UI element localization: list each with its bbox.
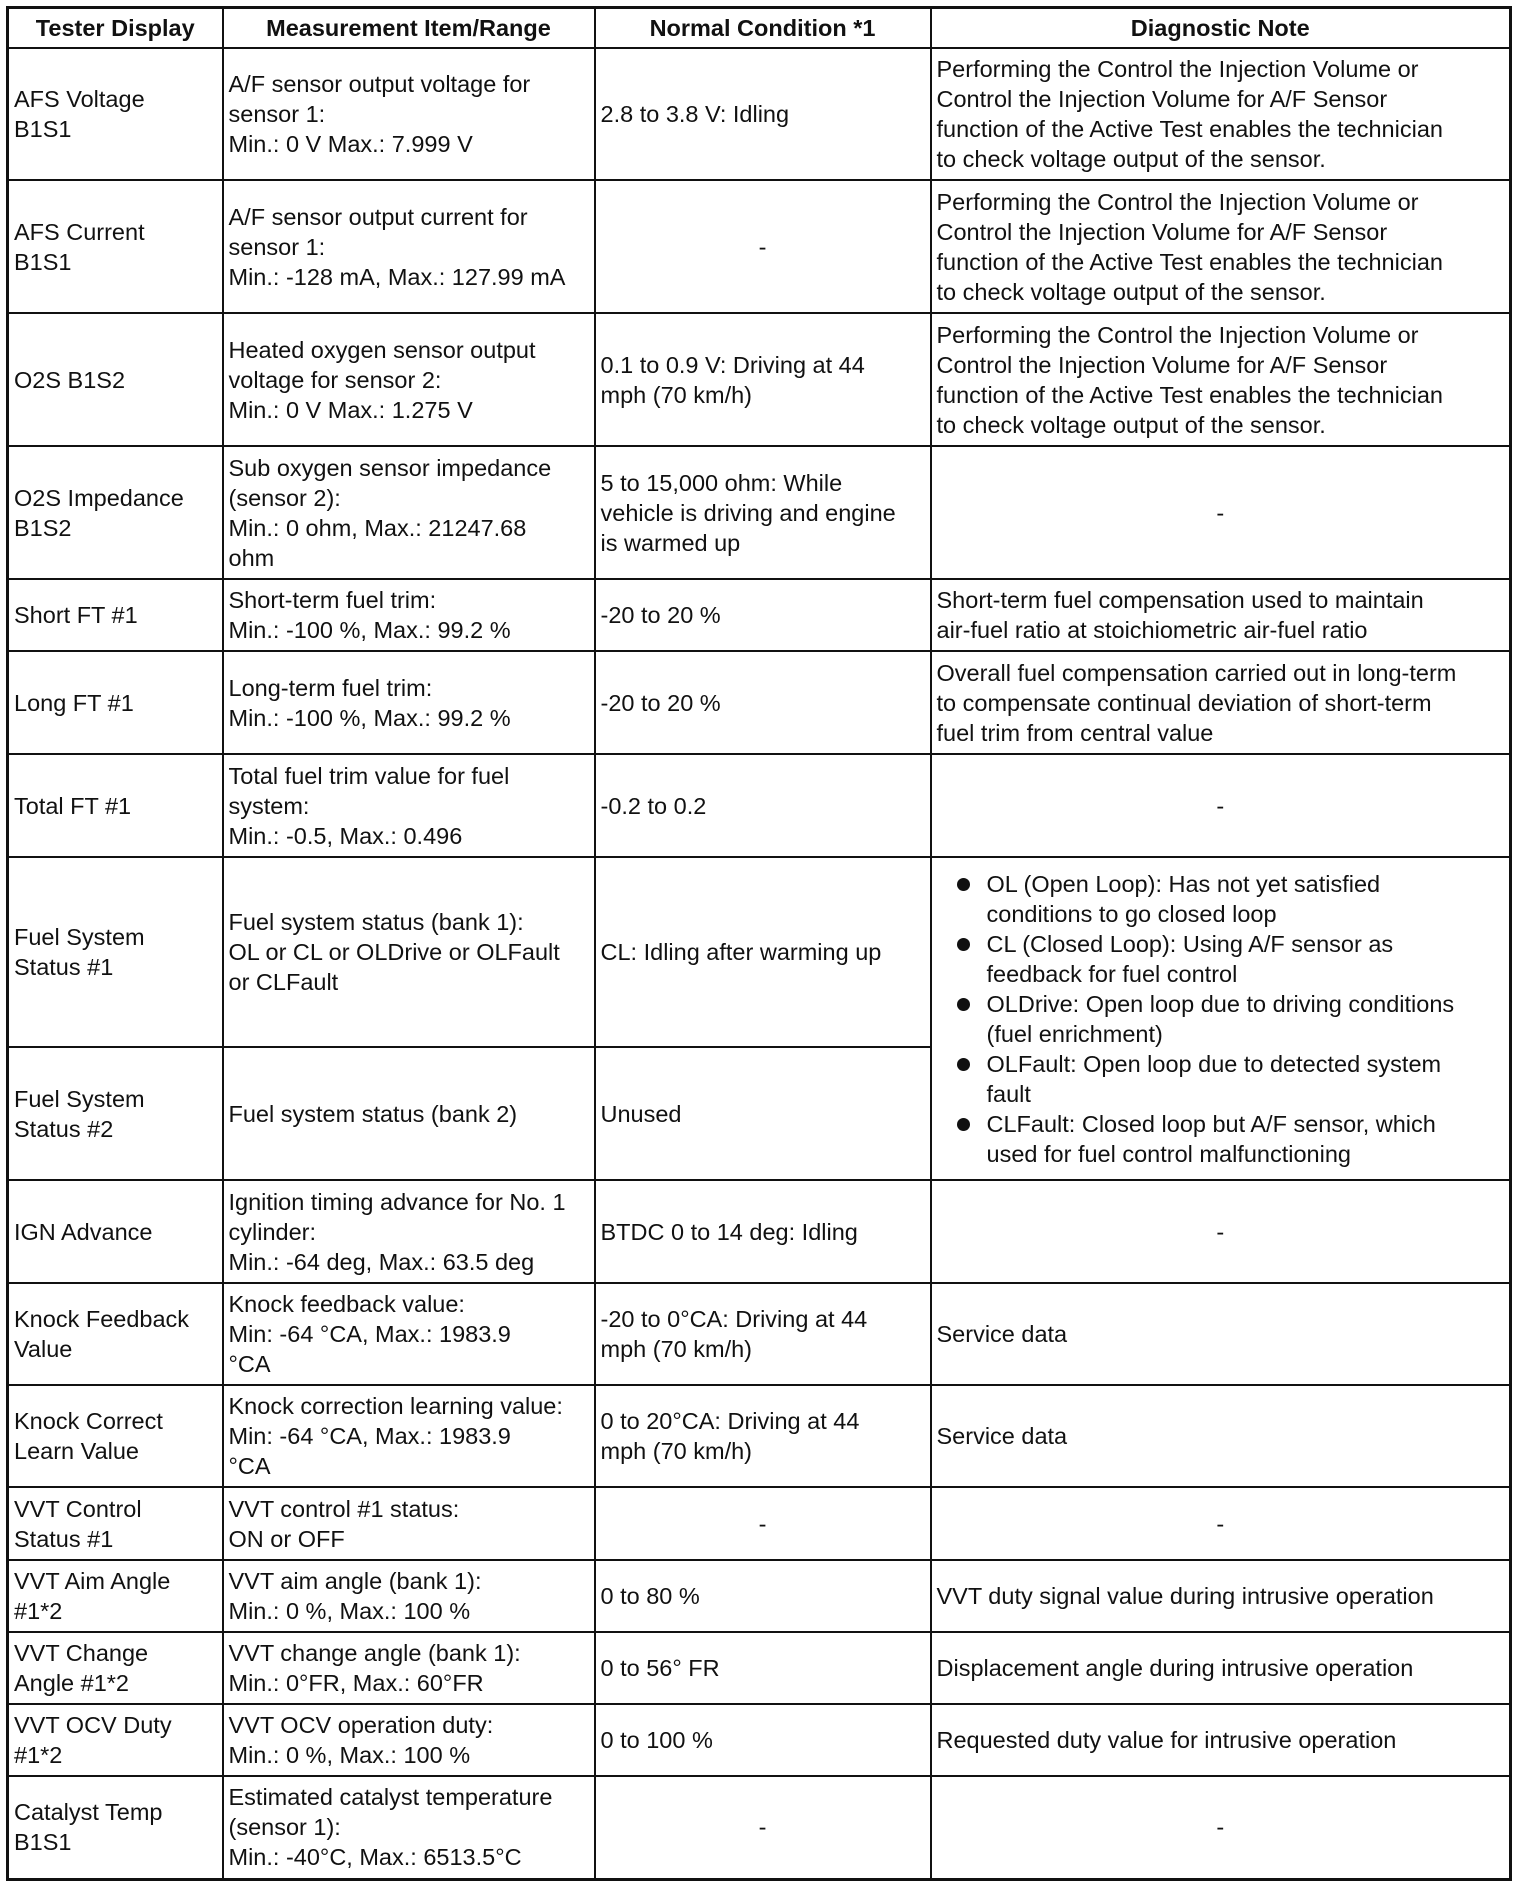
cell-line: used for fuel control malfunctioning	[986, 1140, 1351, 1167]
cell-line: Min.: -64 deg, Max.: 63.5 deg	[228, 1248, 535, 1275]
diagnostic-note-cell	[931, 1385, 1511, 1487]
measurement-range-cell	[223, 1047, 595, 1180]
normal-condition-cell	[595, 754, 931, 857]
cell-line: VVT duty signal value during intrusive operation	[936, 1583, 1434, 1609]
cell-line: Min.: 0 V Max.: 1.275 V	[228, 396, 473, 423]
header-diagnostic-note: Diagnostic Note	[931, 8, 1511, 49]
cell-line: Status #2	[14, 1115, 114, 1142]
tester-display-cell	[8, 1385, 223, 1487]
tester-display-cell	[8, 579, 223, 651]
cell-line: -	[1216, 1814, 1225, 1841]
measurement-range-cell	[223, 651, 595, 754]
diagnostic-note-cell	[931, 1704, 1511, 1776]
cell-line: Min.: -0.5, Max.: 0.496	[228, 822, 463, 849]
cell-line: Ignition timing advance for No. 1	[228, 1188, 566, 1215]
cell-line: -	[1216, 1510, 1225, 1537]
cell-line: Knock Feedback	[14, 1306, 190, 1332]
cell-line: conditions to go closed loop	[986, 900, 1277, 927]
tester-display-cell	[8, 313, 223, 446]
cell-line: OLFault: Open loop due to detected system	[986, 1050, 1442, 1077]
normal-condition-cell	[595, 48, 931, 180]
measurement-range-cell	[223, 446, 595, 579]
cell-line: IGN Advance	[14, 1218, 153, 1245]
cell-line: B1S1	[14, 1829, 72, 1856]
cell-line: CLFault: Closed loop but A/F sensor, which	[986, 1110, 1436, 1137]
cell-line: -20 to 20 %	[600, 602, 721, 628]
cell-line: is warmed up	[600, 529, 741, 556]
table-row	[8, 754, 1511, 857]
table-body	[8, 48, 1511, 1879]
cell-line: O2S Impedance	[14, 484, 184, 511]
cell-line: Knock Correct	[14, 1408, 163, 1434]
cell-line: CL (Closed Loop): Using A/F sensor as	[986, 930, 1394, 957]
tester-display-cell	[8, 1487, 223, 1560]
cell-line: Knock correction learning value:	[228, 1393, 563, 1419]
cell-line: Control the Injection Volume for A/F Sensor	[936, 86, 1388, 112]
cell-line: A/F sensor output current for	[228, 203, 528, 230]
normal-condition-cell	[595, 1560, 931, 1632]
cell-line: Min.: -40°C, Max.: 6513.5°C	[228, 1844, 522, 1871]
cell-line: sensor 1:	[228, 233, 326, 260]
cell-line: Angle #1*2	[14, 1670, 129, 1696]
cell-line: Status #1	[14, 954, 114, 980]
tester-display-cell	[8, 857, 223, 1047]
cell-line: Min.: 0 V Max.: 7.999 V	[228, 131, 473, 157]
cell-line: Overall fuel compensation carried out in long-term	[936, 659, 1457, 686]
normal-condition-cell	[595, 1385, 931, 1487]
measurement-range-cell	[223, 48, 595, 180]
header-tester-display: Tester Display	[8, 8, 223, 49]
cell-line: Min.: 0°FR, Max.: 60°FR	[228, 1670, 484, 1696]
cell-line: -0.2 to 0.2	[600, 792, 707, 819]
measurement-range-cell	[223, 1776, 595, 1879]
diagnostic-note-cell	[931, 1560, 1511, 1632]
diagnostic-note-cell	[931, 1283, 1511, 1385]
cell-line: Min.: 0 ohm, Max.: 21247.68	[228, 514, 527, 541]
normal-condition-cell	[595, 651, 931, 754]
cell-line: function of the Active Test enables the technician	[936, 248, 1443, 275]
cell-line: °CA	[228, 1453, 271, 1479]
cell-line: #1*2	[14, 1742, 63, 1768]
cell-line: -	[1216, 792, 1225, 819]
cell-line: Displacement angle during intrusive operation	[936, 1655, 1414, 1681]
cell-line: fuel trim from central value	[936, 719, 1214, 746]
measurement-range-cell	[223, 1283, 595, 1385]
cell-line: ohm	[228, 544, 275, 571]
cell-line: °CA	[228, 1351, 271, 1377]
cell-line: -20 to 20 %	[600, 689, 721, 716]
cell-line: system:	[228, 792, 310, 819]
cell-line: Short-term fuel compensation used to maintain	[936, 587, 1424, 613]
measurement-range-cell	[223, 857, 595, 1047]
list-item	[955, 1049, 1505, 1109]
cell-line: Total fuel trim value for fuel	[228, 762, 510, 789]
cell-line: mph (70 km/h)	[600, 381, 752, 408]
cell-line: Min.: -128 mA, Max.: 127.99 mA	[228, 263, 566, 290]
list-item	[955, 1109, 1505, 1169]
cell-line: Fuel system status (bank 2)	[228, 1100, 518, 1127]
diagnostic-note-cell	[931, 313, 1511, 446]
list-item	[955, 869, 1505, 929]
cell-line: OL or CL or OLDrive or OLFault	[228, 939, 560, 965]
diagnostic-note-cell	[931, 651, 1511, 754]
cell-line: VVT Control	[14, 1495, 142, 1522]
cell-line: BTDC 0 to 14 deg: Idling	[600, 1218, 858, 1245]
tester-display-cell	[8, 754, 223, 857]
cell-line: Fuel System	[14, 1085, 145, 1112]
diagnostic-note-cell	[931, 180, 1511, 313]
table-row	[8, 446, 1511, 579]
header-row	[8, 8, 1511, 49]
cell-line: VVT control #1 status:	[228, 1495, 460, 1522]
cell-line: Long-term fuel trim:	[228, 674, 433, 701]
table-row	[8, 1776, 1511, 1879]
cell-line: Min: -64 °CA, Max.: 1983.9	[228, 1423, 511, 1449]
normal-condition-cell	[595, 1180, 931, 1283]
cell-line: Sub oxygen sensor impedance	[228, 454, 552, 481]
list-item	[955, 929, 1505, 989]
cell-line: air-fuel ratio at stoichiometric air-fuel ratio	[936, 617, 1368, 643]
cell-line: 2.8 to 3.8 V: Idling	[600, 101, 790, 127]
cell-line: voltage for sensor 2:	[228, 366, 442, 393]
cell-line: Catalyst Temp	[14, 1799, 163, 1826]
measurement-range-cell	[223, 754, 595, 857]
cell-line: 5 to 15,000 ohm: While	[600, 469, 843, 496]
normal-condition-cell	[595, 857, 931, 1047]
diagnostic-note-cell	[931, 1776, 1511, 1879]
table-row	[8, 180, 1511, 313]
cell-line: B1S1	[14, 116, 72, 142]
normal-condition-cell	[595, 1283, 931, 1385]
table-row	[8, 651, 1511, 754]
cell-line: B1S1	[14, 248, 72, 275]
cell-line: 0 to 100 %	[600, 1727, 713, 1753]
cell-line: -	[758, 1814, 767, 1841]
table-row	[8, 1632, 1511, 1704]
cell-line: A/F sensor output voltage for	[228, 71, 531, 97]
cell-line: (sensor 1):	[228, 1814, 341, 1841]
diagnostic-note-cell	[931, 754, 1511, 857]
normal-condition-cell	[595, 1632, 931, 1704]
cell-line: fault	[986, 1080, 1031, 1107]
cell-line: to check voltage output of the sensor.	[936, 278, 1326, 305]
cell-line: vehicle is driving and engine	[600, 499, 896, 526]
normal-condition-cell	[595, 1487, 931, 1560]
table-row	[8, 1385, 1511, 1487]
cell-line: VVT Aim Angle	[14, 1568, 171, 1594]
cell-line: O2S B1S2	[14, 366, 126, 393]
tester-display-cell	[8, 651, 223, 754]
cell-line: VVT change angle (bank 1):	[228, 1640, 521, 1666]
cell-line: (sensor 2):	[228, 484, 341, 511]
cell-line: VVT OCV operation duty:	[228, 1712, 494, 1738]
tester-display-cell	[8, 1632, 223, 1704]
cell-line: AFS Voltage	[14, 86, 145, 112]
cell-line: Min.: -100 %, Max.: 99.2 %	[228, 617, 511, 643]
normal-condition-cell	[595, 313, 931, 446]
cell-line: sensor 1:	[228, 101, 326, 127]
cell-line: -	[1216, 1218, 1225, 1245]
measurement-range-cell	[223, 180, 595, 313]
cell-line: -	[1216, 499, 1225, 526]
cell-line: VVT Change	[14, 1640, 149, 1666]
cell-line: to check voltage output of the sensor.	[936, 146, 1326, 172]
cell-line: Status #1	[14, 1525, 114, 1552]
cell-line: Heated oxygen sensor output	[228, 336, 536, 363]
cell-line: #1*2	[14, 1598, 63, 1624]
cell-line: or CLFault	[228, 969, 339, 995]
cell-line: 0 to 56° FR	[600, 1655, 720, 1681]
header-measurement-item: Measurement Item/Range	[223, 8, 595, 49]
diagnostic-note-cell	[931, 1632, 1511, 1704]
cell-line: feedback for fuel control	[986, 960, 1238, 987]
tester-display-cell	[8, 1776, 223, 1879]
cell-line: to compensate continual deviation of short-term	[936, 689, 1432, 716]
normal-condition-cell	[595, 579, 931, 651]
tester-display-cell	[8, 48, 223, 180]
cell-line: to check voltage output of the sensor.	[936, 411, 1326, 438]
cell-line: VVT aim angle (bank 1):	[228, 1568, 482, 1594]
cell-line: -	[758, 1510, 767, 1537]
measurement-range-cell	[223, 1560, 595, 1632]
cell-line: mph (70 km/h)	[600, 1438, 752, 1464]
diagnostic-note-cell	[931, 48, 1511, 180]
tester-display-cell	[8, 180, 223, 313]
tester-display-cell	[8, 1180, 223, 1283]
cell-line: Control the Injection Volume for A/F Sensor	[936, 351, 1388, 378]
cell-line: Long FT #1	[14, 689, 134, 716]
cell-line: Short FT #1	[14, 602, 138, 628]
cell-line: Estimated catalyst temperature	[228, 1784, 553, 1811]
cell-line: -	[758, 233, 767, 260]
diagnostic-note-cell	[931, 1180, 1511, 1283]
normal-condition-cell	[595, 1047, 931, 1180]
tester-display-cell	[8, 1704, 223, 1776]
tester-display-cell	[8, 446, 223, 579]
tester-display-cell	[8, 1047, 223, 1180]
diagnostic-note-cell	[931, 1487, 1511, 1560]
table-row	[8, 1487, 1511, 1560]
cell-line: 0.1 to 0.9 V: Driving at 44	[600, 351, 865, 378]
table-row	[8, 313, 1511, 446]
cell-line: function of the Active Test enables the technician	[936, 381, 1443, 408]
cell-line: Control the Injection Volume for A/F Sensor	[936, 218, 1388, 245]
measurement-range-cell	[223, 1180, 595, 1283]
measurement-range-cell	[223, 579, 595, 651]
cell-line: OLDrive: Open loop due to driving conditions	[986, 990, 1455, 1017]
cell-line: Unused	[600, 1100, 682, 1127]
cell-line: Min.: 0 %, Max.: 100 %	[228, 1598, 471, 1624]
cell-line: -20 to 0°CA: Driving at 44	[600, 1306, 868, 1332]
cell-line: mph (70 km/h)	[600, 1336, 752, 1362]
cell-line: OL (Open Loop): Has not yet satisfied	[986, 870, 1381, 897]
cell-line: Fuel System	[14, 924, 145, 950]
table-wrapper	[6, 6, 1512, 1881]
cell-line: 0 to 80 %	[600, 1583, 700, 1609]
cell-line: 0 to 20°CA: Driving at 44	[600, 1408, 860, 1434]
cell-line: Min.: 0 %, Max.: 100 %	[228, 1742, 471, 1768]
cell-line: (fuel enrichment)	[986, 1020, 1163, 1047]
normal-condition-cell	[595, 1776, 931, 1879]
cell-line: VVT OCV Duty	[14, 1712, 172, 1738]
normal-condition-cell	[595, 180, 931, 313]
cell-line: ON or OFF	[228, 1525, 345, 1552]
fuel-status-list	[937, 869, 1505, 1169]
cell-line: Performing the Control the Injection Volume or	[936, 321, 1419, 348]
measurement-range-cell	[223, 1487, 595, 1560]
cell-line: CL: Idling after warming up	[600, 939, 882, 965]
cell-line: Fuel system status (bank 1):	[228, 909, 524, 935]
cell-line: Performing the Control the Injection Volume or	[936, 56, 1419, 82]
normal-condition-cell	[595, 446, 931, 579]
cell-line: Service data	[936, 1423, 1068, 1449]
cell-line: Total FT #1	[14, 792, 132, 819]
cell-line: Knock feedback value:	[228, 1291, 465, 1317]
cell-line: Requested duty value for intrusive operation	[936, 1727, 1397, 1753]
cell-line: Min.: -100 %, Max.: 99.2 %	[228, 704, 511, 731]
table-row	[8, 857, 1511, 1047]
data-list-table	[6, 6, 1512, 1881]
cell-line: Learn Value	[14, 1438, 139, 1464]
cell-line: function of the Active Test enables the technician	[936, 116, 1443, 142]
table-row	[8, 1283, 1511, 1385]
cell-line: cylinder:	[228, 1218, 317, 1245]
tester-display-cell	[8, 1560, 223, 1632]
measurement-range-cell	[223, 1632, 595, 1704]
measurement-range-cell	[223, 313, 595, 446]
cell-line: Service data	[936, 1321, 1068, 1347]
cell-line: Performing the Control the Injection Volume or	[936, 188, 1419, 215]
tester-display-cell	[8, 1283, 223, 1385]
header-normal-condition: Normal Condition *1	[595, 8, 931, 49]
table-row	[8, 1560, 1511, 1632]
cell-line: AFS Current	[14, 218, 145, 245]
list-item	[955, 989, 1505, 1049]
cell-line: Value	[14, 1336, 73, 1362]
diagnostic-note-cell	[931, 446, 1511, 579]
diagnostic-note-cell	[931, 579, 1511, 651]
table-row	[8, 1180, 1511, 1283]
cell-line: Min: -64 °CA, Max.: 1983.9	[228, 1321, 511, 1347]
table-row	[8, 1704, 1511, 1776]
table-row	[8, 48, 1511, 180]
table-row	[8, 579, 1511, 651]
cell-line: B1S2	[14, 514, 72, 541]
measurement-range-cell	[223, 1704, 595, 1776]
fuel-status-notes-cell	[931, 857, 1511, 1180]
cell-line: Short-term fuel trim:	[228, 587, 437, 613]
normal-condition-cell	[595, 1704, 931, 1776]
measurement-range-cell	[223, 1385, 595, 1487]
